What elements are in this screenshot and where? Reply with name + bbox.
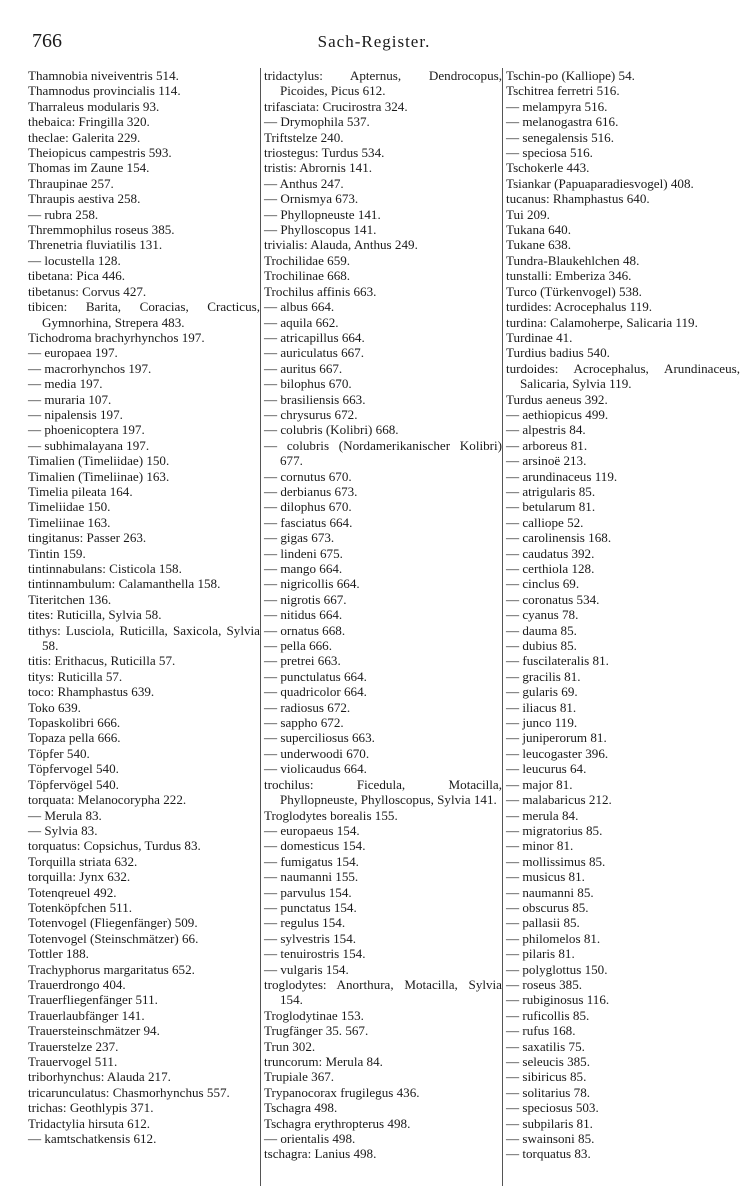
- index-entry: Timalien (Timeliinae) 163.: [28, 468, 170, 484]
- index-entry: truncorum: Merula 84.: [264, 1054, 383, 1069]
- index-entry: Tschagra erythropterus 498.: [264, 1115, 411, 1131]
- index-entry: — underwoodi 670.: [264, 745, 370, 761]
- index-entry: tintinnambulum: Calamanthella 158.: [28, 576, 221, 592]
- index-entry: — cyanus 78.: [506, 607, 579, 623]
- index-entry: — rubra 258.: [28, 206, 99, 222]
- index-entry: Trauerlaubfänger 141.: [28, 1007, 145, 1023]
- index-entry: — ruficollis 85.: [506, 1007, 590, 1023]
- index-entry: — cinclus 69.: [506, 576, 580, 592]
- index-entry: — minor 81.: [506, 838, 574, 854]
- index-entry: — coronatus 534.: [506, 591, 600, 607]
- index-entry: — kamtschatkensis 612.: [28, 1131, 157, 1147]
- index-entry: Timeliinae 163.: [28, 514, 111, 530]
- index-entry: — fasciatus 664.: [264, 514, 353, 530]
- index-entry: trochilus: Ficedula, Motacilla, Phyllopneuste, Phylloscopus, Sylvia 141.: [264, 776, 502, 808]
- index-entry: — Anthus 247.: [264, 175, 344, 191]
- index-entry: — sibiricus 85.: [506, 1069, 587, 1085]
- index-entry: — bilophus 670.: [264, 376, 352, 392]
- index-entry: Thamnobia niveiventris 514.: [28, 68, 179, 83]
- index-entry: Thomas im Zaune 154.: [28, 160, 150, 176]
- index-entry: Toko 639.: [28, 699, 81, 715]
- index-entry: Trupiale 367.: [264, 1069, 335, 1085]
- index-entry: — Merula 83.: [28, 807, 102, 823]
- index-entry: Torquilla striata 632.: [28, 853, 138, 869]
- index-entry: Tui 209.: [506, 206, 550, 222]
- index-entry: Trochilidae 659.: [264, 252, 351, 268]
- index-entry: — derbianus 673.: [264, 483, 358, 499]
- index-entry: Tschagra 498.: [264, 1100, 338, 1116]
- index-entry: tibetana: Pica 446.: [28, 268, 126, 284]
- index-entry: — dauma 85.: [506, 622, 577, 638]
- index-entry: tibetanus: Corvus 427.: [28, 283, 147, 299]
- index-entry: Tridactylia hirsuta 612.: [28, 1115, 151, 1131]
- index-entry: — aquila 662.: [264, 314, 339, 330]
- index-entry: — chrysurus 672.: [264, 406, 358, 422]
- index-entry: — seleucis 385.: [506, 1054, 591, 1069]
- index-entry: — leucurus 64.: [506, 761, 587, 777]
- index-entry: troglodytes: Anorthura, Motacilla, Sylvia 154.: [264, 976, 502, 1008]
- index-entry: — arboreus 81.: [506, 437, 588, 453]
- index-entry: tridactylus: Apternus, Dendrocopus, Picoides, Picus 612.: [264, 68, 502, 99]
- index-entry: Timeliidae 150.: [28, 499, 111, 515]
- index-entry: titis: Erithacus, Ruticilla 57.: [28, 653, 176, 669]
- index-entry: Troglodytes borealis 155.: [264, 807, 398, 823]
- index-entry: Trauerstelze 237.: [28, 1038, 119, 1054]
- index-entry: — locustella 128.: [28, 252, 121, 268]
- index-entry: — albus 664.: [264, 299, 335, 315]
- index-entry: — dilophus 670.: [264, 499, 352, 515]
- index-entry: — atricapillus 664.: [264, 329, 365, 345]
- index-entry: — colubris (Nordamerikanischer Kolibri) 677.: [264, 437, 502, 469]
- index-entry: — fumigatus 154.: [264, 853, 359, 869]
- index-entry: — orientalis 498.: [264, 1131, 356, 1147]
- index-entry: turdina: Calamoherpe, Salicaria 119.: [506, 314, 698, 330]
- index-entry: — cornutus 670.: [264, 468, 352, 484]
- index-entry: — alpestris 84.: [506, 422, 586, 438]
- index-entry: — malabaricus 212.: [506, 792, 612, 808]
- index-entry: — subpilaris 81.: [506, 1115, 593, 1131]
- index-entry: — saxatilis 75.: [506, 1038, 585, 1054]
- index-entry: — calliope 52.: [506, 514, 584, 530]
- index-column-1: [28, 68, 260, 1146]
- index-entry: Tharraleus modularis 93.: [28, 98, 160, 114]
- index-entry: torquata: Melanocorypha 222.: [28, 792, 187, 808]
- index-entry: Tschitrea ferretri 516.: [506, 83, 620, 99]
- index-entry: Tottler 188.: [28, 946, 89, 962]
- index-entry: — violicaudus 664.: [264, 761, 367, 777]
- index-entry: Turdus aeneus 392.: [506, 391, 608, 407]
- index-entry: — iliacus 81.: [506, 699, 577, 715]
- index-entry: — pilaris 81.: [506, 946, 575, 962]
- index-entry: — melanogastra 616.: [506, 114, 619, 130]
- index-entry: tschagra: Lanius 498.: [264, 1146, 377, 1162]
- index-entry: Totenvogel (Fliegenfänger) 509.: [28, 915, 198, 931]
- index-entry: Trauerfliegenfänger 511.: [28, 992, 158, 1008]
- index-entry: — speciosa 516.: [506, 145, 593, 161]
- index-entry: toco: Rhamphastus 639.: [28, 684, 155, 700]
- index-entry: triostegus: Turdus 534.: [264, 145, 385, 161]
- index-entry: — fuscilateralis 81.: [506, 653, 609, 669]
- index-entry: — punctatus 154.: [264, 899, 357, 915]
- index-entry: Töpfer 540.: [28, 745, 90, 761]
- index-entry: Tundra-Blaukehlchen 48.: [506, 252, 640, 268]
- index-entry: torquilla: Jynx 632.: [28, 869, 131, 885]
- index-entry: — sylvestris 154.: [264, 930, 357, 946]
- index-entry: tricarunculatus: Chasmorhynchus 557.: [28, 1084, 230, 1100]
- index-entry: — rufus 168.: [506, 1023, 576, 1039]
- index-entry: — naumanni 85.: [506, 884, 594, 900]
- index-entry: Tschin-po (Kalliope) 54.: [506, 68, 635, 83]
- index-entry: Trauervogel 511.: [28, 1054, 118, 1069]
- index-entry: — naumanni 155.: [264, 869, 359, 885]
- index-entry: — sappho 672.: [264, 715, 344, 731]
- index-entry: — colubris (Kolibri) 668.: [264, 422, 399, 438]
- index-entry: — caudatus 392.: [506, 545, 595, 561]
- index-columns: [28, 68, 740, 1188]
- index-entry: Trauersteinschmätzer 94.: [28, 1023, 160, 1039]
- index-entry: — gracilis 81.: [506, 668, 581, 684]
- index-entry: Timalien (Timeliidae) 150.: [28, 453, 170, 469]
- index-entry: Tichodroma brachyrhynchos 197.: [28, 329, 205, 345]
- index-entry: — muraria 107.: [28, 391, 112, 407]
- index-entry: — atrigularis 85.: [506, 483, 596, 499]
- index-entry: titys: Ruticilla 57.: [28, 668, 123, 684]
- index-entry: — musicus 81.: [506, 869, 585, 885]
- index-entry: — regulus 154.: [264, 915, 346, 931]
- index-entry: — media 197.: [28, 376, 103, 392]
- index-entry: — swainsoni 85.: [506, 1131, 595, 1147]
- index-entry: Tschokerle 443.: [506, 160, 590, 176]
- index-entry: — mango 664.: [264, 561, 343, 576]
- index-entry: Turdius badius 540.: [506, 345, 610, 361]
- index-entry: — nitidus 664.: [264, 607, 343, 623]
- index-entry: Trugfänger 35. 567.: [264, 1023, 369, 1039]
- index-entry: — aethiopicus 499.: [506, 406, 609, 422]
- index-entry: Trun 302.: [264, 1038, 316, 1054]
- index-entry: — tenuirostris 154.: [264, 946, 366, 962]
- index-entry: Trauerdrongo 404.: [28, 976, 126, 992]
- index-entry: — Ornismya 673.: [264, 191, 359, 207]
- index-entry: — auritus 667.: [264, 360, 343, 376]
- index-entry: — roseus 385.: [506, 976, 583, 992]
- index-entry: — parvulus 154.: [264, 884, 352, 900]
- index-entry: Trochilinae 668.: [264, 268, 351, 284]
- index-entry: — obscurus 85.: [506, 899, 589, 915]
- index-entry: — nigrotis 667.: [264, 591, 347, 607]
- index-entry: — carolinensis 168.: [506, 530, 612, 546]
- index-entry: theclae: Galerita 229.: [28, 129, 141, 145]
- index-entry: Totenköpfchen 511.: [28, 899, 133, 915]
- index-entry: — Sylvia 83.: [28, 822, 98, 838]
- index-entry: trivialis: Alauda, Anthus 249.: [264, 237, 418, 253]
- index-entry: — rubiginosus 116.: [506, 992, 610, 1008]
- index-entry: Titeritchen 136.: [28, 591, 112, 607]
- index-entry: — mollissimus 85.: [506, 853, 606, 869]
- index-entry: turdoides: Acrocephalus, Arundinaceus, Salicaria, Sylvia 119.: [506, 360, 740, 392]
- index-entry: Topaza pella 666.: [28, 730, 121, 746]
- page-header: [0, 30, 748, 60]
- index-entry: Thraupis aestiva 258.: [28, 191, 141, 207]
- index-entry: tibicen: Barita, Coracias, Cracticus, Gymnorhina, Strepera 483.: [28, 299, 260, 330]
- index-entry: Thraupinae 257.: [28, 175, 114, 191]
- index-entry: — radiosus 672.: [264, 699, 351, 715]
- index-entry: Timelia pileata 164.: [28, 483, 133, 499]
- index-entry: Theiopicus campestris 593.: [28, 145, 172, 161]
- index-entry: tingitanus: Passer 263.: [28, 530, 147, 546]
- index-entry: — gularis 69.: [506, 684, 578, 700]
- index-entry: Tsiankar (Papuaparadiesvogel) 408.: [506, 175, 694, 191]
- index-entry: — europaeus 154.: [264, 822, 360, 838]
- index-entry: — ornatus 668.: [264, 622, 346, 638]
- index-entry: — pella 666.: [264, 638, 333, 654]
- index-entry: — pallasii 85.: [506, 915, 580, 931]
- index-entry: Töpfervögel 540.: [28, 776, 119, 792]
- index-entry: — pretrei 663.: [264, 653, 341, 669]
- index-entry: — betularum 81.: [506, 499, 596, 515]
- column-rule-2: [502, 68, 503, 1186]
- running-head: Sach-Register.: [317, 32, 431, 51]
- index-column-2: [264, 68, 502, 1162]
- index-entry: — senegalensis 516.: [506, 129, 615, 145]
- index-entry: — vulgaris 154.: [264, 961, 349, 977]
- index-entry: — Phyllopneuste 141.: [264, 206, 381, 222]
- index-entry: — philomelos 81.: [506, 930, 601, 946]
- index-entry: Totenvogel (Steinschmätzer) 66.: [28, 930, 199, 946]
- index-entry: — juniperorum 81.: [506, 730, 607, 746]
- index-entry: thebaica: Fringilla 320.: [28, 114, 150, 130]
- index-entry: — Phylloscopus 141.: [264, 222, 377, 238]
- index-entry: Troglodytinae 153.: [264, 1007, 364, 1023]
- column-rule-1: [260, 68, 261, 1186]
- index-entry: Thamnodus provincialis 114.: [28, 83, 181, 99]
- index-entry: Turdinae 41.: [506, 329, 573, 345]
- index-entry: — superciliosus 663.: [264, 730, 375, 746]
- index-entry: — speciosus 503.: [506, 1100, 599, 1116]
- index-entry: Turco (Türkenvogel) 538.: [506, 283, 642, 299]
- index-entry: — lindeni 675.: [264, 545, 343, 561]
- index-entry: — leucogaster 396.: [506, 745, 609, 761]
- index-entry: Topaskolibri 666.: [28, 715, 121, 731]
- index-entry: torquatus: Copsichus, Turdus 83.: [28, 838, 201, 854]
- index-entry: tristis: Abrornis 141.: [264, 160, 373, 176]
- index-entry: tites: Ruticilla, Sylvia 58.: [28, 607, 162, 623]
- index-entry: — auriculatus 667.: [264, 345, 364, 361]
- index-entry: — melampyra 516.: [506, 98, 608, 114]
- index-entry: — polyglottus 150.: [506, 961, 608, 977]
- index-entry: Tukane 638.: [506, 237, 571, 253]
- index-entry: triborhynchus: Alauda 217.: [28, 1069, 171, 1085]
- index-entry: — gigas 673.: [264, 530, 335, 546]
- index-entry: trichas: Geothlypis 371.: [28, 1100, 154, 1116]
- index-entry: — torquatus 83.: [506, 1146, 591, 1162]
- index-entry: Totenqreuel 492.: [28, 884, 117, 900]
- index-entry: tunstalli: Emberiza 346.: [506, 268, 632, 284]
- index-entry: Töpfervogel 540.: [28, 761, 119, 777]
- index-entry: Threnetria fluviatilis 131.: [28, 237, 163, 253]
- index-entry: — punctulatus 664.: [264, 668, 367, 684]
- index-entry: Thremmophilus roseus 385.: [28, 222, 175, 238]
- index-entry: — Drymophila 537.: [264, 114, 370, 130]
- index-entry: Trochilus affinis 663.: [264, 283, 377, 299]
- index-entry: — phoenicoptera 197.: [28, 422, 145, 438]
- page-number: 766: [32, 30, 62, 52]
- index-entry: — migratorius 85.: [506, 822, 603, 838]
- index-column-3: [506, 68, 740, 1162]
- index-entry: — dubius 85.: [506, 638, 577, 654]
- index-entry: — subhimalayana 197.: [28, 437, 150, 453]
- index-entry: — arundinaceus 119.: [506, 468, 618, 484]
- index-entry: tithys: Lusciola, Ruticilla, Saxicola, Sylvia 58.: [28, 622, 260, 654]
- index-entry: — junco 119.: [506, 715, 578, 731]
- index-entry: — europaea 197.: [28, 345, 118, 361]
- index-entry: — certhiola 128.: [506, 561, 595, 576]
- index-entry: Triftstelze 240.: [264, 129, 344, 145]
- index-entry: — major 81.: [506, 776, 573, 792]
- index-entry: turdides: Acrocephalus 119.: [506, 299, 653, 315]
- index-entry: — merula 84.: [506, 807, 579, 823]
- index-entry: — quadricolor 664.: [264, 684, 367, 700]
- index-entry: — macrorhynchos 197.: [28, 360, 152, 376]
- index-entry: trifasciata: Crucirostra 324.: [264, 98, 408, 114]
- index-entry: Trachyphorus margaritatus 652.: [28, 961, 195, 977]
- index-entry: — solitarius 78.: [506, 1084, 591, 1100]
- index-entry: — domesticus 154.: [264, 838, 366, 854]
- index-entry: tucanus: Rhamphastus 640.: [506, 191, 650, 207]
- index-entry: — brasiliensis 663.: [264, 391, 366, 407]
- index-entry: Tukana 640.: [506, 222, 571, 238]
- index-entry: — nipalensis 197.: [28, 406, 123, 422]
- index-entry: Trypanocorax frugilegus 436.: [264, 1084, 420, 1100]
- index-entry: tintinnabulans: Cisticola 158.: [28, 561, 182, 576]
- index-entry: — arsinoë 213.: [506, 453, 587, 469]
- index-entry: Tintin 159.: [28, 545, 86, 561]
- index-entry: — nigricollis 664.: [264, 576, 360, 592]
